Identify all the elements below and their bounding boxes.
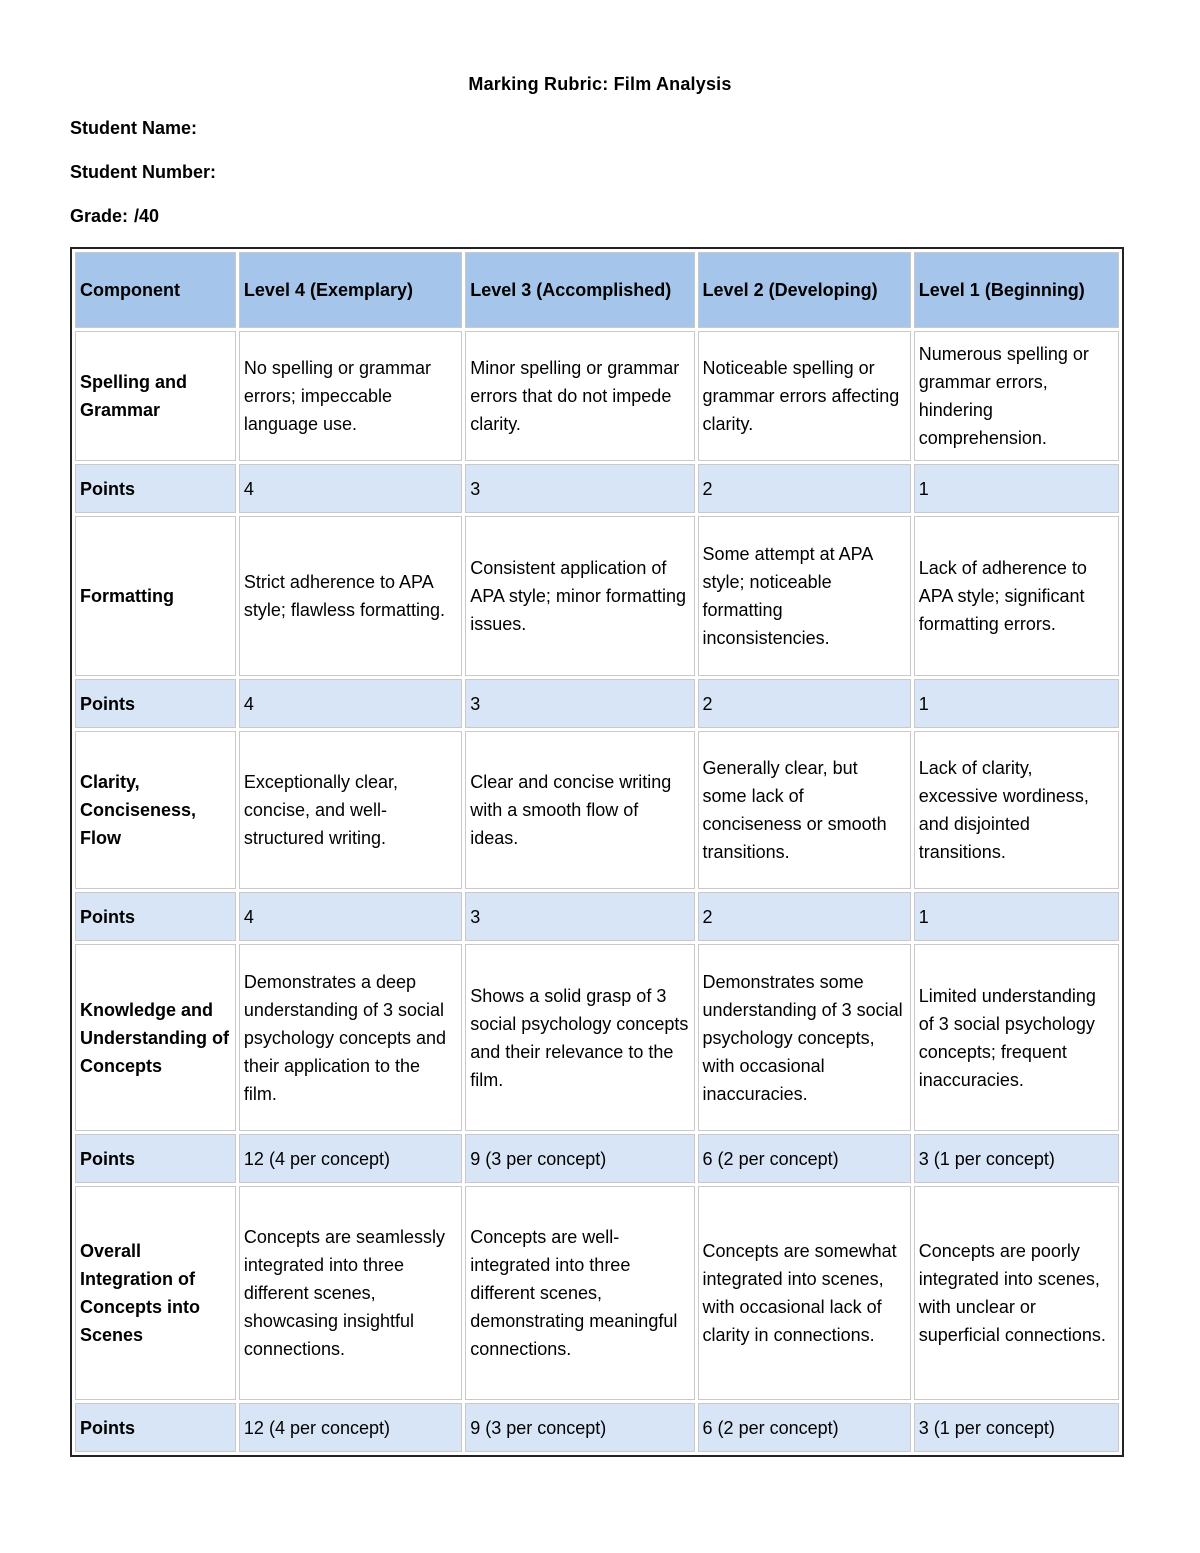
level-2-cell: Generally clear, but some lack of conciseness or smooth transitions. bbox=[698, 731, 911, 889]
level-3-cell: Concepts are well-integrated into three different scenes, demonstrating meaningful connections. bbox=[465, 1186, 694, 1400]
level-1-cell: Lack of clarity, excessive wordiness, and disjointed transitions. bbox=[914, 731, 1119, 889]
criteria-row-knowledge bbox=[75, 944, 1119, 1131]
criteria-row-integration bbox=[75, 1186, 1119, 1400]
level-1-cell: Limited understanding of 3 social psychology concepts; frequent inaccuracies. bbox=[914, 944, 1119, 1131]
points-label: Points bbox=[75, 679, 236, 728]
points-level-2: 2 bbox=[698, 679, 911, 728]
points-level-3: 3 bbox=[465, 892, 694, 941]
points-level-1: 1 bbox=[914, 464, 1119, 513]
points-row-formatting bbox=[75, 679, 1119, 728]
points-row-integration bbox=[75, 1403, 1119, 1452]
level-4-cell: No spelling or grammar errors; impeccable language use. bbox=[239, 331, 462, 461]
points-level-4: 4 bbox=[239, 892, 462, 941]
points-level-2: 6 (2 per concept) bbox=[698, 1134, 911, 1183]
header-component: Component bbox=[75, 252, 236, 328]
points-level-3: 9 (3 per concept) bbox=[465, 1403, 694, 1452]
header-level-2: Level 2 (Developing) bbox=[698, 252, 911, 328]
points-level-3: 9 (3 per concept) bbox=[465, 1134, 694, 1183]
component-cell: Formatting bbox=[75, 516, 236, 676]
component-cell: Knowledge and Understanding of Concepts bbox=[75, 944, 236, 1131]
level-2-cell: Demonstrates some understanding of 3 social psychology concepts, with occasional inaccuracies. bbox=[698, 944, 911, 1131]
points-level-1: 3 (1 per concept) bbox=[914, 1403, 1119, 1452]
header-level-4: Level 4 (Exemplary) bbox=[239, 252, 462, 328]
student-name-field bbox=[70, 118, 203, 139]
component-cell: Spelling and Grammar bbox=[75, 331, 236, 461]
criteria-row-clarity bbox=[75, 731, 1119, 889]
points-level-1: 1 bbox=[914, 892, 1119, 941]
criteria-row-spelling bbox=[75, 331, 1119, 461]
document-title: Marking Rubric: Film Analysis bbox=[468, 74, 732, 94]
level-1-cell: Lack of adherence to APA style; significant formatting errors. bbox=[914, 516, 1119, 676]
level-4-cell: Demonstrates a deep understanding of 3 social psychology concepts and their application to the film. bbox=[239, 944, 462, 1131]
grade-value: /40 bbox=[134, 206, 160, 226]
header-level-1: Level 1 (Beginning) bbox=[914, 252, 1119, 328]
points-label: Points bbox=[75, 1403, 236, 1452]
level-4-cell: Concepts are seamlessly integrated into three different scenes, showcasing insightful connections. bbox=[239, 1186, 462, 1400]
points-row-spelling bbox=[75, 464, 1119, 513]
points-level-4: 4 bbox=[239, 464, 462, 513]
level-2-cell: Noticeable spelling or grammar errors affecting clarity. bbox=[698, 331, 911, 461]
level-1-cell: Concepts are poorly integrated into scenes, with unclear or superficial connections. bbox=[914, 1186, 1119, 1400]
points-label: Points bbox=[75, 1134, 236, 1183]
student-name-label: Student Name: bbox=[70, 118, 198, 138]
points-label: Points bbox=[75, 892, 236, 941]
student-number-label: Student Number: bbox=[70, 162, 216, 182]
points-level-2: 2 bbox=[698, 464, 911, 513]
grade-label: Grade: bbox=[70, 206, 129, 226]
component-cell: Overall Integration of Concepts into Scenes bbox=[75, 1186, 236, 1400]
points-row-knowledge bbox=[75, 1134, 1119, 1183]
points-label: Points bbox=[75, 464, 236, 513]
points-level-3: 3 bbox=[465, 679, 694, 728]
header-level-3: Level 3 (Accomplished) bbox=[465, 252, 694, 328]
points-level-3: 3 bbox=[465, 464, 694, 513]
level-2-cell: Some attempt at APA style; noticeable formatting inconsistencies. bbox=[698, 516, 911, 676]
level-3-cell: Consistent application of APA style; minor formatting issues. bbox=[465, 516, 694, 676]
points-level-2: 2 bbox=[698, 892, 911, 941]
component-cell: Clarity, Conciseness, Flow bbox=[75, 731, 236, 889]
rubric-header-row bbox=[75, 252, 1119, 328]
level-3-cell: Clear and concise writing with a smooth flow of ideas. bbox=[465, 731, 694, 889]
level-3-cell: Shows a solid grasp of 3 social psychology concepts and their relevance to the film. bbox=[465, 944, 694, 1131]
student-number-field bbox=[70, 162, 222, 183]
rubric-table bbox=[70, 247, 1124, 1457]
points-level-4: 4 bbox=[239, 679, 462, 728]
points-level-4: 12 (4 per concept) bbox=[239, 1403, 462, 1452]
criteria-row-formatting bbox=[75, 516, 1119, 676]
level-3-cell: Minor spelling or grammar errors that do not impede clarity. bbox=[465, 331, 694, 461]
points-level-2: 6 (2 per concept) bbox=[698, 1403, 911, 1452]
points-level-1: 3 (1 per concept) bbox=[914, 1134, 1119, 1183]
level-1-cell: Numerous spelling or grammar errors, hindering comprehension. bbox=[914, 331, 1119, 461]
points-level-4: 12 (4 per concept) bbox=[239, 1134, 462, 1183]
grade-field bbox=[70, 206, 159, 227]
points-row-clarity bbox=[75, 892, 1119, 941]
level-2-cell: Concepts are somewhat integrated into scenes, with occasional lack of clarity in connections. bbox=[698, 1186, 911, 1400]
points-level-1: 1 bbox=[914, 679, 1119, 728]
level-4-cell: Exceptionally clear, concise, and well-structured writing. bbox=[239, 731, 462, 889]
level-4-cell: Strict adherence to APA style; flawless formatting. bbox=[239, 516, 462, 676]
